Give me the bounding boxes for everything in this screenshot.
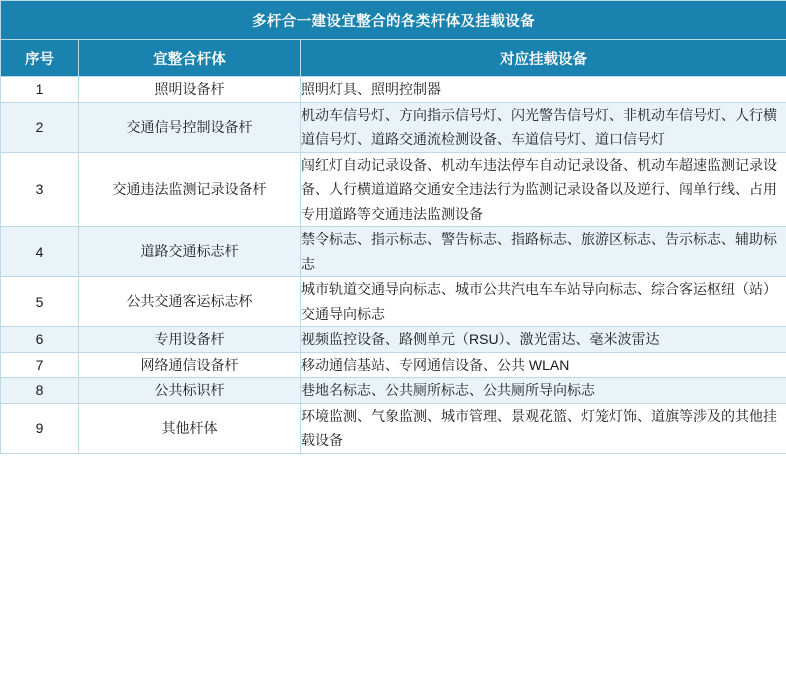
row-equipment-list: 视频监控设备、路侧单元（RSU）、激光雷达、毫米波雷达 xyxy=(301,327,786,353)
row-equipment-list: 移动通信基站、专网通信设备、公共 WLAN xyxy=(301,352,786,378)
row-pole-type: 其他杆体 xyxy=(79,403,301,453)
row-index: 2 xyxy=(1,102,79,152)
table-row xyxy=(1,403,786,453)
row-index: 8 xyxy=(1,378,79,404)
table-row xyxy=(1,102,786,152)
table-row xyxy=(1,352,786,378)
row-equipment-list: 环境监测、气象监测、城市管理、景观花篮、灯笼灯饰、道旗等涉及的其他挂载设备 xyxy=(301,403,786,453)
row-index: 4 xyxy=(1,227,79,277)
table-title: 多杆合一建设宜整合的各类杆体及挂载设备 xyxy=(1,1,786,40)
row-index: 6 xyxy=(1,327,79,353)
row-pole-type: 道路交通标志杆 xyxy=(79,227,301,277)
row-equipment-list: 巷地名标志、公共厕所标志、公共厕所导向标志 xyxy=(301,378,786,404)
row-pole-type: 专用设备杆 xyxy=(79,327,301,353)
row-pole-type: 交通违法监测记录设备杆 xyxy=(79,152,301,227)
row-equipment-list: 机动车信号灯、方向指示信号灯、闪光警告信号灯、非机动车信号灯、人行横道信号灯、道路交通流检测设备、车道信号灯、道口信号灯 xyxy=(301,102,786,152)
row-index: 5 xyxy=(1,277,79,327)
table-row xyxy=(1,152,786,227)
table-row xyxy=(1,77,786,103)
table-row xyxy=(1,327,786,353)
table-row xyxy=(1,227,786,277)
row-pole-type: 交通信号控制设备杆 xyxy=(79,102,301,152)
row-pole-type: 公共标识杆 xyxy=(79,378,301,404)
row-index: 7 xyxy=(1,352,79,378)
table-title-row xyxy=(1,1,786,40)
row-equipment-list: 照明灯具、照明控制器 xyxy=(301,77,786,103)
column-header-index: 序号 xyxy=(1,40,79,77)
row-equipment-list: 闯红灯自动记录设备、机动车违法停车自动记录设备、机动车超速监测记录设备、人行横道道路交通安全违法行为监测记录设备以及逆行、闯单行线、占用专用道路等交通违法监测设备 xyxy=(301,152,786,227)
table-header-row xyxy=(1,40,786,77)
row-pole-type: 公共交通客运标志杯 xyxy=(79,277,301,327)
row-pole-type: 照明设备杆 xyxy=(79,77,301,103)
row-pole-type: 网络通信设备杆 xyxy=(79,352,301,378)
row-index: 1 xyxy=(1,77,79,103)
row-index: 3 xyxy=(1,152,79,227)
table-body xyxy=(1,1,786,454)
column-header-equipment: 对应挂载设备 xyxy=(301,40,786,77)
table-row xyxy=(1,277,786,327)
column-header-pole: 宜整合杆体 xyxy=(79,40,301,77)
row-equipment-list: 禁令标志、指示标志、警告标志、指路标志、旅游区标志、告示标志、辅助标志 xyxy=(301,227,786,277)
table-row xyxy=(1,378,786,404)
row-index: 9 xyxy=(1,403,79,453)
row-equipment-list: 城市轨道交通导向标志、城市公共汽电车车站导向标志、综合客运枢纽（站）交通导向标志 xyxy=(301,277,786,327)
